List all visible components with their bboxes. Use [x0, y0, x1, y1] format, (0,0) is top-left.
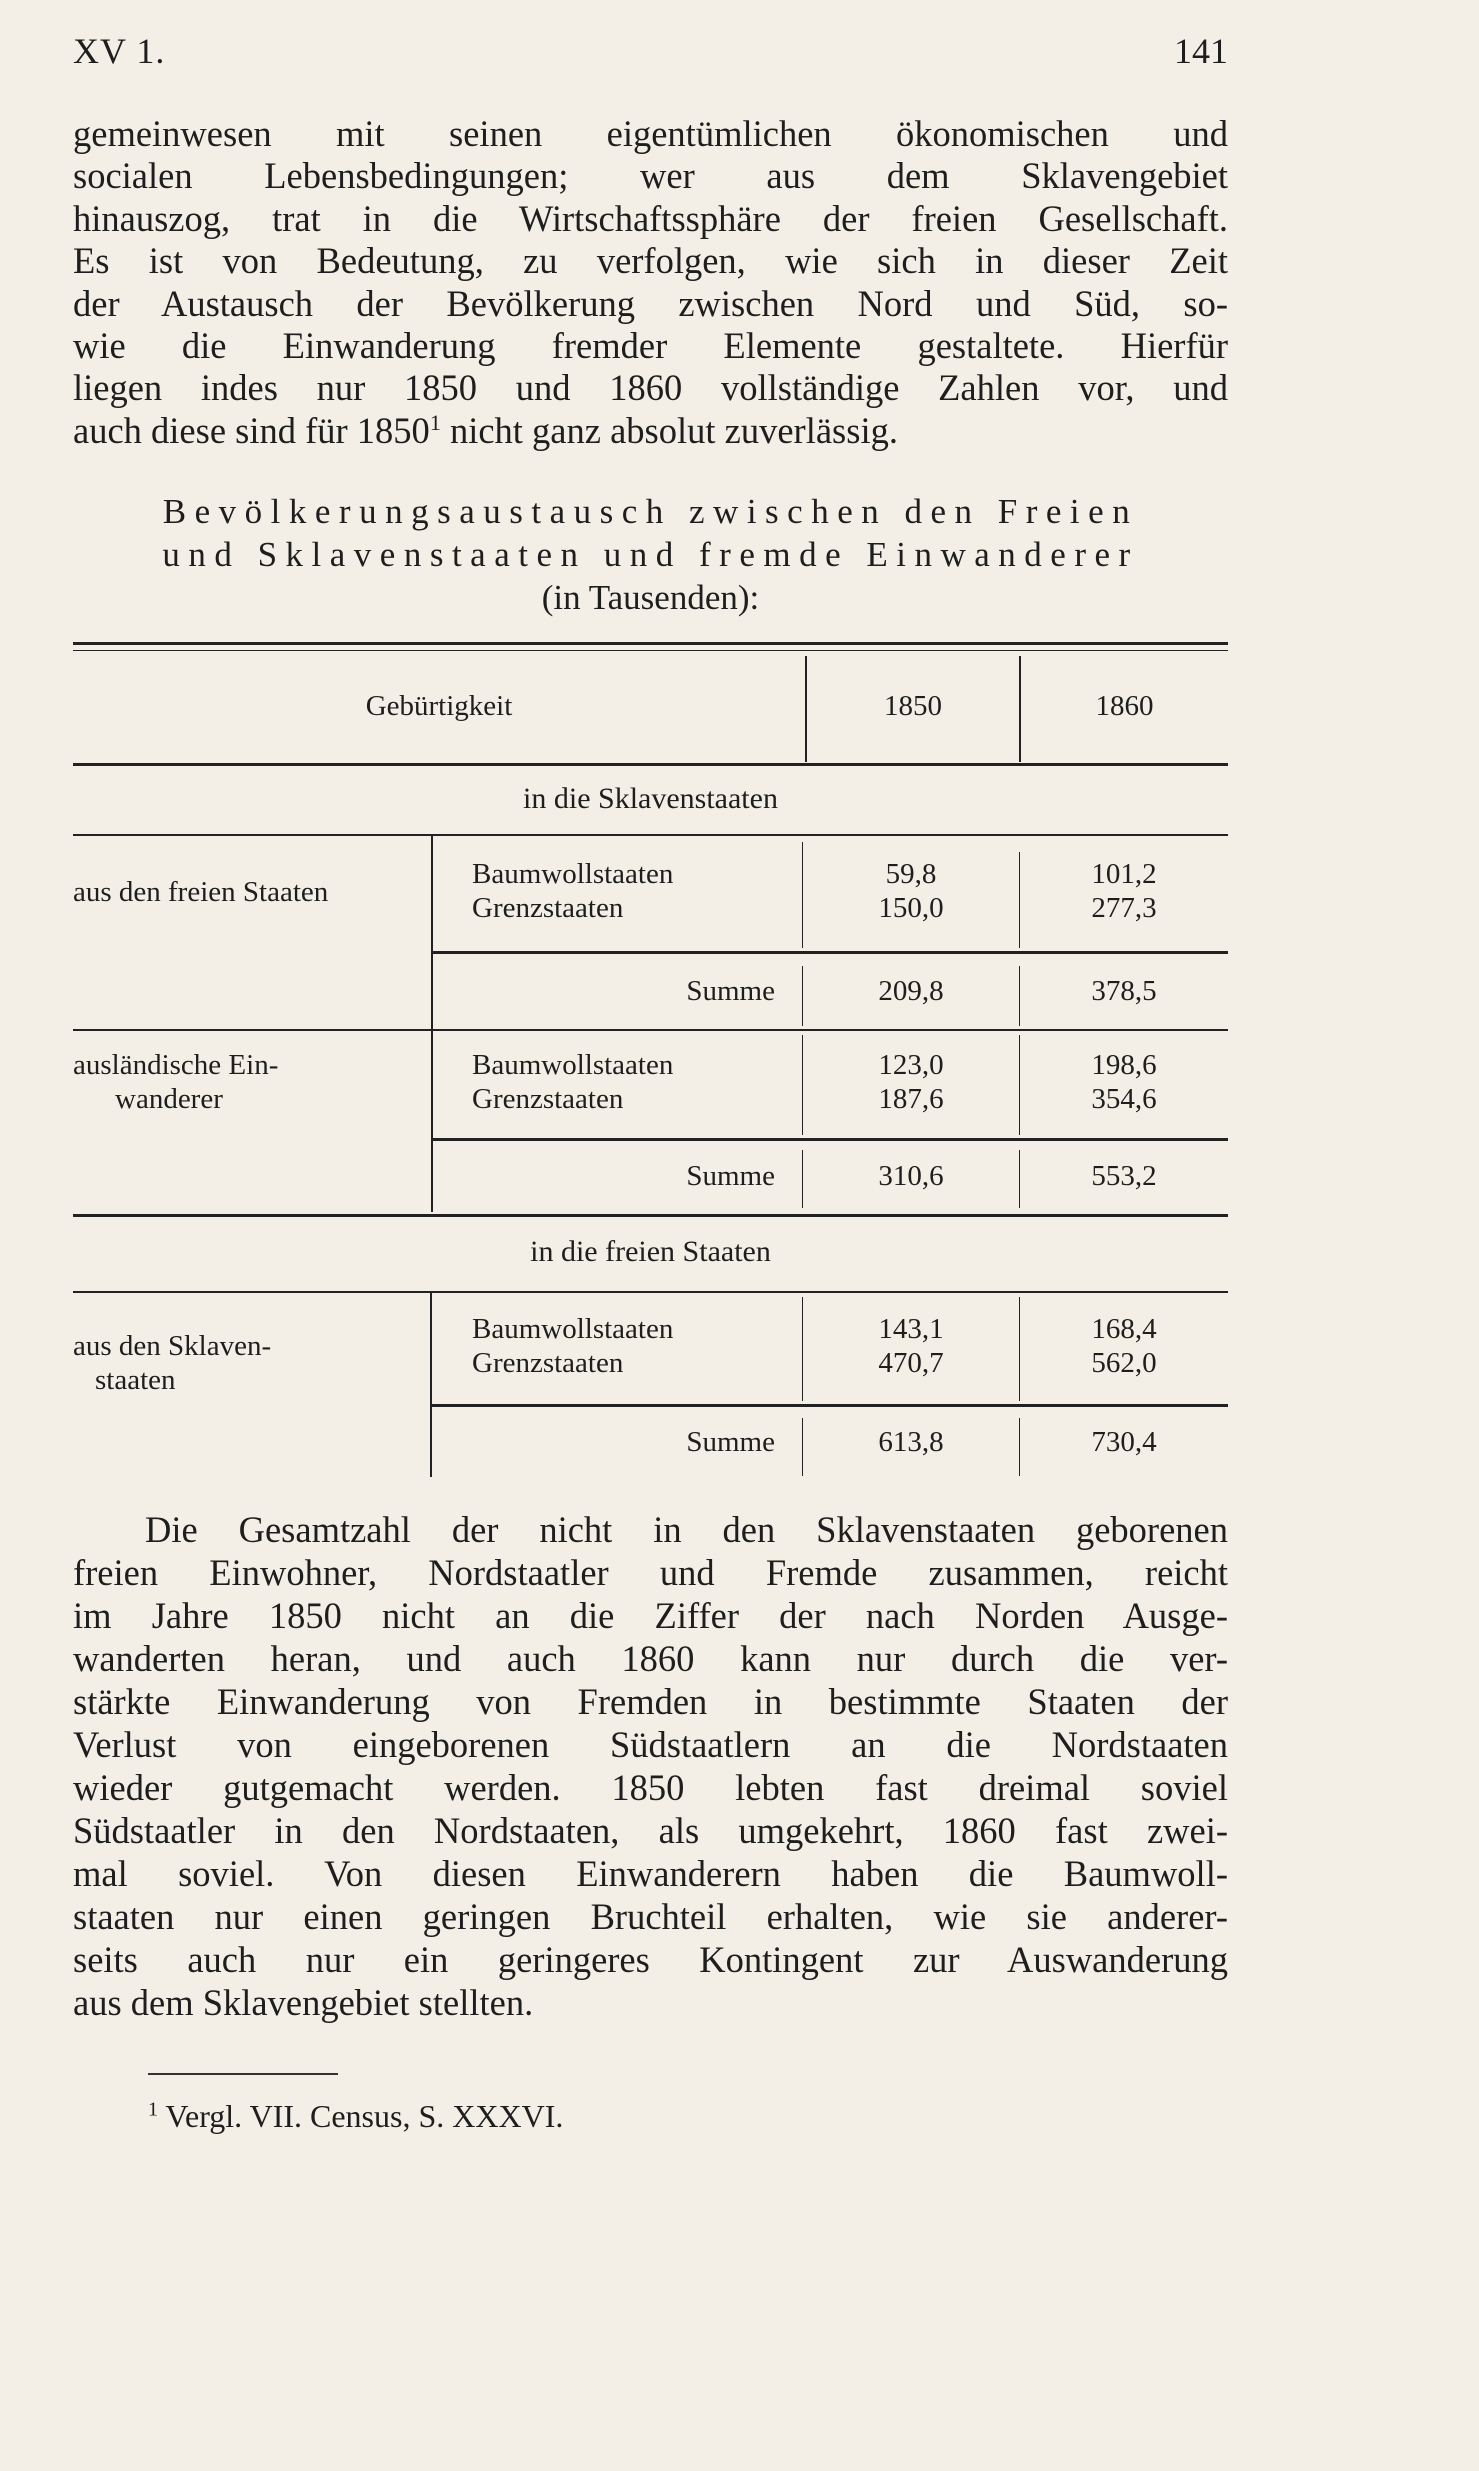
footnote-marker: 1 — [148, 2098, 158, 2121]
footnote-divider — [148, 2073, 338, 2075]
book-page — [73, 0, 1228, 2471]
header-1850: 1850 — [884, 690, 942, 722]
text-line: aus dem Sklavengebiet stellten. — [73, 1982, 534, 2023]
text-line: stärkte Einwanderung von Fremden in bestimmte Staaten der — [73, 1681, 1228, 1722]
text-line: Die Gesamtzahl der nicht in den Sklavenstaaten geborenen — [145, 1509, 1228, 1550]
group-label: aus den Sklaven- — [73, 1330, 272, 1362]
table-rule — [73, 1214, 1228, 1217]
footnote-text: Vergl. VII. Census, S. XXXVI. — [165, 2098, 564, 2134]
text-line: freien Einwohner, Nordstaatler und Fremde zusammen, reicht — [73, 1552, 1228, 1593]
sum-1860: 730,4 — [1091, 1426, 1157, 1458]
text-line: der Austausch der Bevölkerung zwischen Nord und Süd, so- — [73, 282, 1228, 324]
sum-label: Summe — [686, 1426, 775, 1458]
table-rule — [73, 650, 1228, 651]
table-title-line: Bevölkerungsaustausch zwischen den Freien — [162, 492, 1139, 531]
text-line: hinauszog, trat in die Wirtschaftssphäre der freien Gesellschaft. — [73, 197, 1228, 239]
row-name: Grenzstaaten — [472, 892, 624, 924]
row-name: Baumwollstaaten — [472, 1049, 674, 1081]
value-1850: 150,0 — [878, 892, 944, 924]
table-rule — [433, 1138, 1228, 1141]
text-line: Verlust von eingeborenen Südstaatlern an die Nordstaaten — [73, 1724, 1228, 1765]
value-1850: 470,7 — [878, 1347, 944, 1379]
text-line: wie die Einwanderung fremder Elemente gestaltete. Hierfür — [73, 325, 1228, 367]
sum-label: Summe — [686, 975, 775, 1007]
value-1850: 59,8 — [885, 858, 937, 890]
value-1860: 168,4 — [1091, 1313, 1157, 1345]
table-rule — [73, 834, 1228, 836]
footnote — [148, 2098, 563, 2135]
section-title: in die Sklavenstaaten — [523, 782, 778, 815]
sum-1850: 209,8 — [878, 975, 944, 1007]
paragraph-conclusion — [73, 1508, 1228, 2024]
value-1860: 277,3 — [1091, 892, 1157, 924]
table-title-line: und Sklavenstaaten und fremde Einwanderer — [162, 535, 1139, 574]
section-marker: XV 1. — [73, 31, 166, 71]
value-1860: 101,2 — [1091, 858, 1157, 890]
header-origin: Gebürtigkeit — [365, 690, 513, 722]
table-rule — [73, 763, 1228, 766]
text-line: gemeinwesen mit seinen eigentümlichen ökonomischen und — [73, 113, 1228, 154]
value-1850: 187,6 — [878, 1083, 944, 1115]
table-title — [73, 490, 1228, 619]
sum-1860: 378,5 — [1091, 975, 1157, 1007]
table-rule — [73, 642, 1228, 645]
text-fragment: nicht ganz absolut zuverlässig. — [440, 409, 898, 451]
row-name: Baumwollstaaten — [472, 858, 674, 890]
text-line: wieder gutgemacht werden. 1850 lebten fast dreimal soviel — [73, 1767, 1228, 1808]
footnote-reference[interactable]: 1 — [429, 409, 441, 435]
table-title-line: (in Tausenden): — [541, 578, 760, 617]
table-rule — [73, 1291, 1228, 1293]
section-title: in die freien Staaten — [530, 1235, 771, 1268]
row-name: Grenzstaaten — [472, 1083, 624, 1115]
text-fragment: auch diese sind für 1850 — [73, 409, 430, 451]
sum-1850: 613,8 — [878, 1426, 944, 1458]
group-label: aus den freien Staaten — [73, 876, 329, 908]
header-1860: 1860 — [1095, 690, 1154, 722]
page-number: 141 — [1174, 31, 1228, 71]
group-label: ausländische Ein- — [73, 1049, 279, 1081]
text-line: mal soviel. Von diesen Einwanderern haben die Baumwoll- — [73, 1853, 1228, 1894]
table-rule — [432, 1404, 1228, 1407]
value-1860: 198,6 — [1091, 1049, 1157, 1081]
text-line: Es ist von Bedeutung, zu verfolgen, wie sich in dieser Zeit — [73, 240, 1228, 282]
text-line: staaten nur einen geringen Bruchteil erhalten, wie sie anderer- — [73, 1896, 1228, 1937]
text-line: wanderten heran, und auch 1860 kann nur durch die ver- — [73, 1638, 1228, 1679]
text-line: liegen indes nur 1850 und 1860 vollständige Zahlen vor, und — [73, 367, 1228, 409]
table-rule — [73, 1029, 1228, 1031]
table-rule — [433, 951, 1228, 954]
value-1850: 123,0 — [878, 1049, 944, 1081]
value-1850: 143,1 — [878, 1313, 944, 1345]
group-label: staaten — [95, 1364, 176, 1396]
paragraph-intro — [73, 113, 1228, 452]
row-name: Baumwollstaaten — [472, 1313, 674, 1345]
value-1860: 562,0 — [1091, 1347, 1157, 1379]
text-line: socialen Lebensbedingungen; wer aus dem Sklavengebiet — [73, 155, 1228, 197]
row-name: Grenzstaaten — [472, 1347, 624, 1379]
table-rule — [431, 836, 433, 1212]
value-1860: 354,6 — [1091, 1083, 1157, 1115]
running-header — [73, 30, 1228, 80]
sum-1860: 553,2 — [1091, 1160, 1157, 1192]
text-line: seits auch nur ein geringeres Kontingent zur Auswanderung — [73, 1939, 1228, 1980]
sum-label: Summe — [686, 1160, 775, 1192]
sum-1850: 310,6 — [878, 1160, 944, 1192]
group-label: wanderer — [115, 1083, 223, 1115]
text-line: im Jahre 1850 nicht an die Ziffer der nach Norden Ausge- — [73, 1595, 1228, 1636]
text-line: Südstaatler in den Nordstaaten, als umgekehrt, 1860 fast zwei- — [73, 1810, 1228, 1851]
text-line — [73, 410, 1228, 452]
